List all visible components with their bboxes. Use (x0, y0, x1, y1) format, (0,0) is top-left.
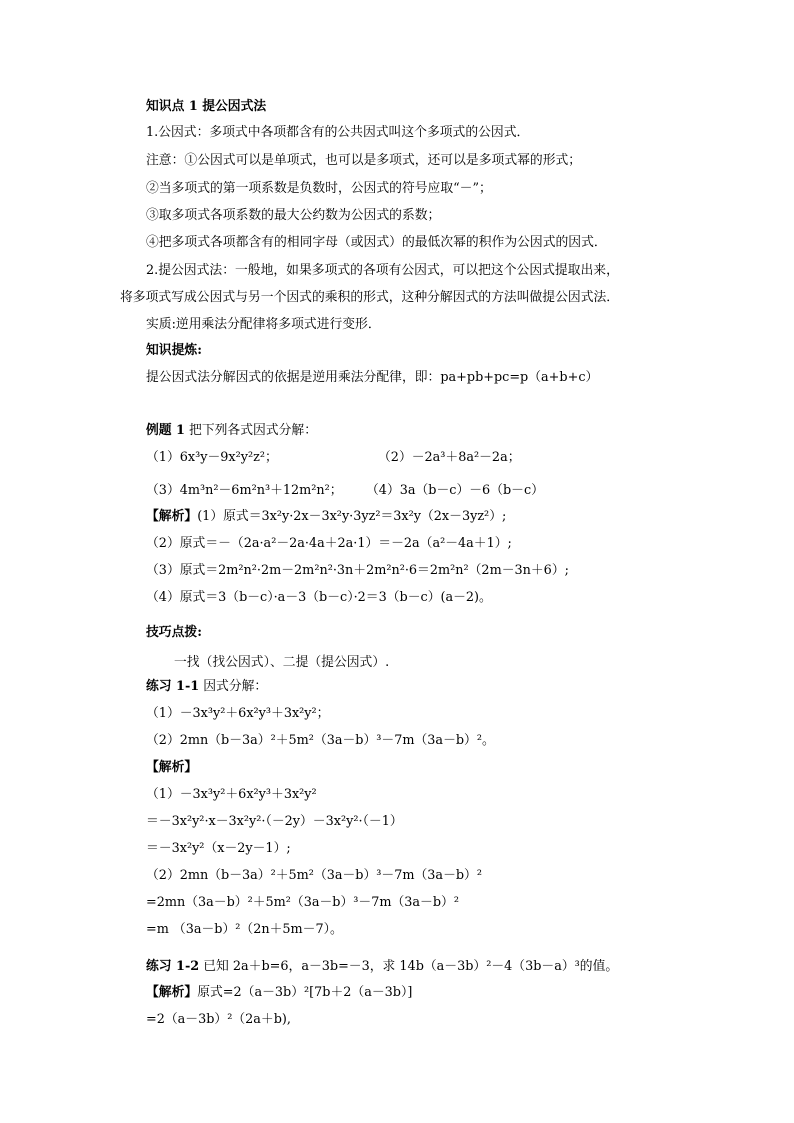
practice1-solution-step-3: ＝－3x²y²（x－2y－1）; (146, 841, 291, 856)
example1-question-4: （4）3a（b－c）－6（b－c） (366, 483, 544, 498)
note-3: ③取多项式各项系数的最大公约数为公因式的系数； (146, 208, 441, 223)
practice1-question-2: （2）2mn（b－3a）²＋5m²（3a－b）³－7m（3a－b）²。 (146, 733, 495, 748)
note-4: ④把多项式各项都含有的相同字母（或因式）的最低次幂的积作为公因式的因式． (146, 235, 607, 250)
tips-text: 一找（找公因式）、二提（提公因式）. (174, 655, 390, 670)
refine-title: 知识提炼: (146, 343, 202, 358)
example1-solution-2: （2）原式＝－（2a·a²－2a·4a＋2a·1）＝－2a（a²－4a＋1）; (146, 536, 512, 551)
practice1-solution-step-2: ＝－3x²y²·x－3x²y²·（－2y）－3x²y²·（－1） (146, 814, 403, 829)
example1-solution-4: （4）原式＝3（b－c）·a－3（b－c）·2＝3（b－c）(a－2)。 (146, 590, 492, 605)
example1-question-3: （3）4m³n²－6m²n³＋12m²n²； (146, 483, 343, 498)
practice1-solution-step-5: =2mn（3a－b）²＋5m²（3a－b）³－7m（3a－b）² (146, 895, 459, 910)
practice2-instruction: 已知 2a＋b=6，a－3b=－3，求 14b（a－3b）²－4（3b－a）³的值。 (199, 959, 619, 974)
section-heading: 知识点 1 提公因式法 (146, 99, 267, 114)
refine-text: 提公因式法分解因式的依据是逆用乘法分配律，即：pa+pb+pc=p（a+b+c） (146, 370, 599, 385)
practice2-title (146, 958, 618, 976)
practice1-solution-label: 【解析】 (146, 760, 198, 775)
practice1-title (146, 678, 267, 696)
example1-solution-3: （3）原式＝2m²n²·2m－2m²n²·3n＋2m²n²·6＝2m²n²（2m－3n＋6）; (146, 563, 569, 578)
practice2-solution-2: =2（a－3b）²（2a＋b), (146, 1012, 291, 1027)
definition-method-line1: 2.提公因式法：一般地，如果多项式的各项有公因式，可以把这个公因式提取出来， (146, 263, 619, 278)
definition-common-factor: 1.公因式：多项式中各项都含有的公共因式叫这个多项式的公因式． (146, 125, 530, 140)
practice2-solution-label: 【解析】 (146, 985, 198, 1000)
practice1-solution-step-4: （2）2mn（b－3a）²＋5m²（3a－b）³－7m（3a－b）² (146, 868, 482, 883)
example1-solution-label: 【解析】 (146, 509, 198, 524)
note-1: 注意：①公因式可以是单项式，也可以是多项式，还可以是多项式幂的形式； (146, 153, 582, 168)
example1-solution-1 (146, 508, 506, 526)
definition-method-line2: 将多项式写成公因式与另一个因式的乘积的形式，这种分解因式的方法叫做提公因式法． (120, 290, 620, 305)
practice1-question-1: （1）－3x³y²＋6x²y³＋3x²y²； (146, 706, 330, 721)
practice2-solution-1 (146, 984, 412, 1002)
practice1-label: 练习 1-1 (146, 679, 200, 694)
practice2-solution-1-text: 原式=2（a－3b）²[7b＋2（a－3b）] (197, 985, 413, 1000)
practice1-solution-step-1: （1）－3x³y²＋6x²y³＋3x²y² (146, 787, 317, 802)
practice1-instruction: 因式分解： (199, 679, 268, 694)
note-2: ②当多项式的第一项系数是负数时，公因式的符号应取“－”； (146, 181, 492, 196)
example1-instruction: 把下列各式因式分解： (184, 423, 317, 438)
essence-text: 实质:逆用乘法分配律将多项式进行变形． (146, 317, 381, 332)
example1-question-1: （1）6x³y－9x²y²z²； (146, 450, 278, 465)
example1-solution-1-text: (1）原式＝3x²y·2x－3x²y·3yz²＝3x²y（2x－3yz²）; (197, 509, 507, 524)
tips-title: 技巧点拨: (146, 625, 202, 640)
practice1-solution-step-6: =m （3a－b）²（2n＋5m－7）。 (146, 922, 343, 937)
example1-title (146, 422, 317, 440)
practice2-label: 练习 1-2 (146, 959, 200, 974)
example1-question-2: （2）－2a³＋8a²－2a； (378, 450, 521, 465)
example1-label: 例题 1 (146, 423, 185, 438)
